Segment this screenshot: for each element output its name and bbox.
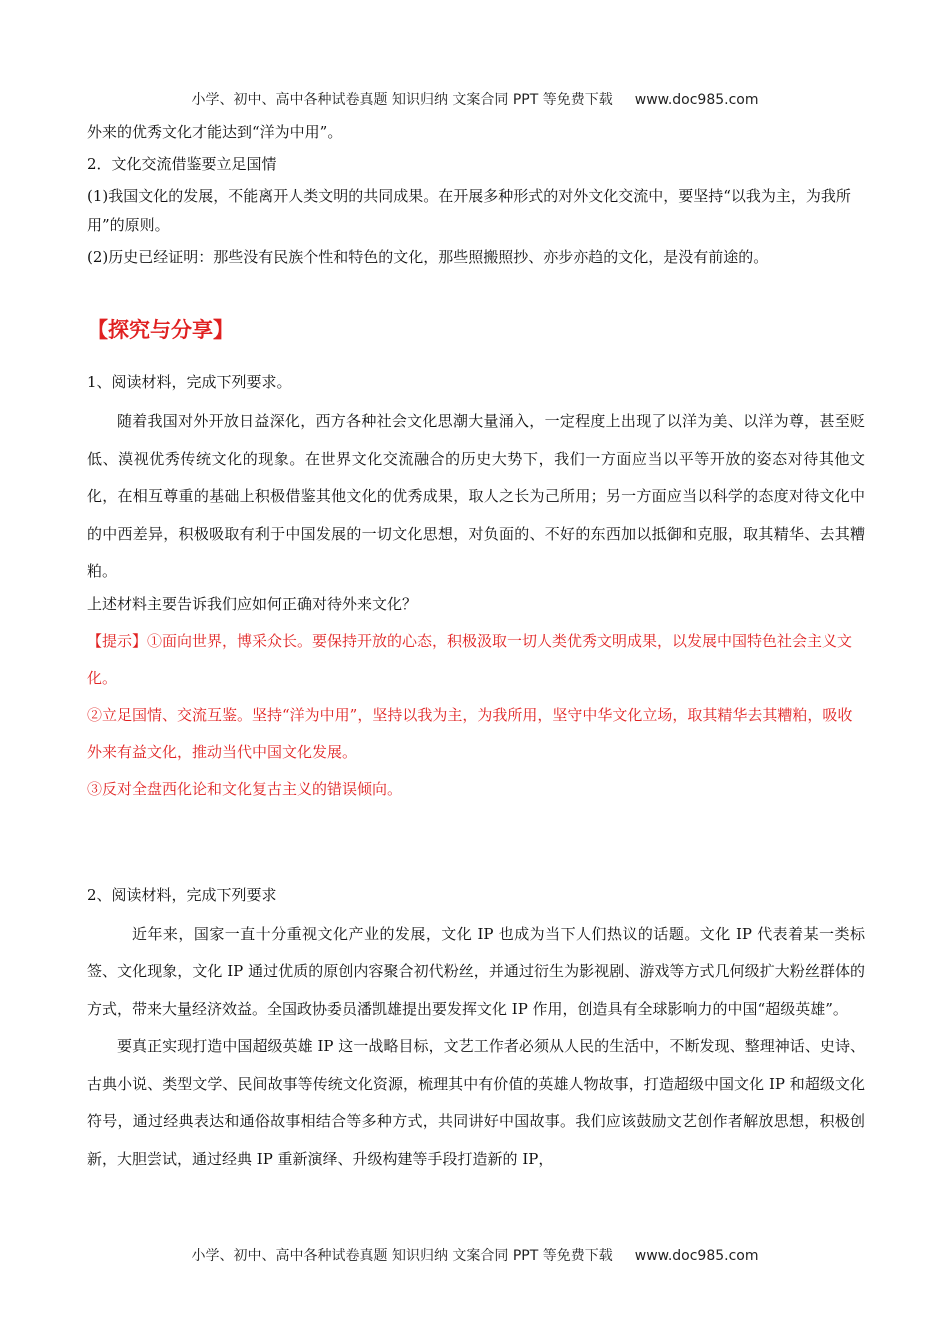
q1-prompt: 1、阅读材料，完成下列要求。: [87, 373, 292, 391]
subheading-2: 2．文化交流借鉴要立足国情: [87, 155, 277, 173]
header-site-link[interactable]: www.doc985.com: [634, 92, 759, 108]
section-title: 【探究与分享】: [87, 318, 234, 342]
q1-hint-3: ③反对全盘西化论和文化复古主义的错误倾向。: [87, 779, 403, 798]
footer-site-link[interactable]: www.doc985.com: [634, 1248, 759, 1264]
q1-hint-2: ②立足国情、交流互鉴。坚持“洋为中用”，坚持以我为主，为我所用，坚守中华文化立场，取其精华去其糟粕，吸收外来有益文化，推动当代中国文化发展。: [87, 705, 853, 761]
document-body: [87, 118, 865, 1178]
q1-hint-1: 【提示】①面向世界，博采众长。要保持开放的心态，积极汲取一切人类优秀文明成果，以发展中国特色社会主义文化。: [87, 631, 853, 687]
header-text: 小学、初中、高中各种试卷真题 知识归纳 文案合同 PPT 等免费下载: [191, 92, 613, 108]
q1-material: 随着我国对外开放日益深化，西方各种社会文化思潮大量涌入，一定程度上出现了以洋为美、以洋为尊，甚至贬低、漠视优秀传统文化的现象。在世界文化交流融合的历史大势下，我们一方面应当以平等开放的姿态对待其他文化，在相互尊重的基础上积极借鉴其他文化的优秀成果，取人之长为己所用；另一方面应当以科学的态度对待文化中的中西差异，积极吸取有利于中国发展的一切文化思想，对负面的、不好的东西加以抵御和克服，取其精华、去其糟粕。: [87, 412, 865, 580]
q2-paragraph-2: 要真正实现打造中国超级英雄 IP 这一战略目标，文艺工作者必须从人民的生活中，不断发现、整理神话、史诗、古典小说、类型文学、民间故事等传统文化资源，梳理其中有价值的英雄人物故事，打造超级中国文化 IP 和超级文化符号，通过经典表达和通俗故事相结合等多种方式，共同讲好中国故事。我们应该鼓励文艺创作者解放思想，积极创新，大胆尝试，通过经典 IP 重新演绎、升级构建等手段打造新的 IP，: [87, 1037, 865, 1168]
point-2: (2)历史已经证明：那些没有民族个性和特色的文化，那些照搬照抄、亦步亦趋的文化，是没有前途的。: [87, 248, 769, 266]
q2-prompt: 2、阅读材料，完成下列要求: [87, 885, 277, 904]
footer-text: 小学、初中、高中各种试卷真题 知识归纳 文案合同 PPT 等免费下载: [191, 1248, 613, 1264]
q2-paragraph-1: 近年来，国家一直十分重视文化产业的发展，文化 IP 也成为当下人们热议的话题。文化 IP 代表着某一类标签、文化现象，文化 IP 通过优质的原创内容聚合初代粉丝，并通过衍生为影视剧、游戏等方式几何级扩大粉丝群体的方式，带来大量经济效益。全国政协委员潘凯雄提出要发挥文化 IP 作用，创造具有全球影响力的中国“超级英雄”。: [87, 924, 865, 1018]
page-header: [0, 89, 950, 109]
page-footer: [0, 1245, 950, 1265]
continuation-line: 外来的优秀文化才能达到“洋为中用”。: [87, 123, 343, 141]
q1-question: 上述材料主要告诉我们应如何正确对待外来文化？: [87, 594, 418, 613]
point-1: (1)我国文化的发展，不能离开人类文明的共同成果。在开展多种形式的对外文化交流中，要坚持“以我为主，为我所用”的原则。: [87, 187, 851, 234]
